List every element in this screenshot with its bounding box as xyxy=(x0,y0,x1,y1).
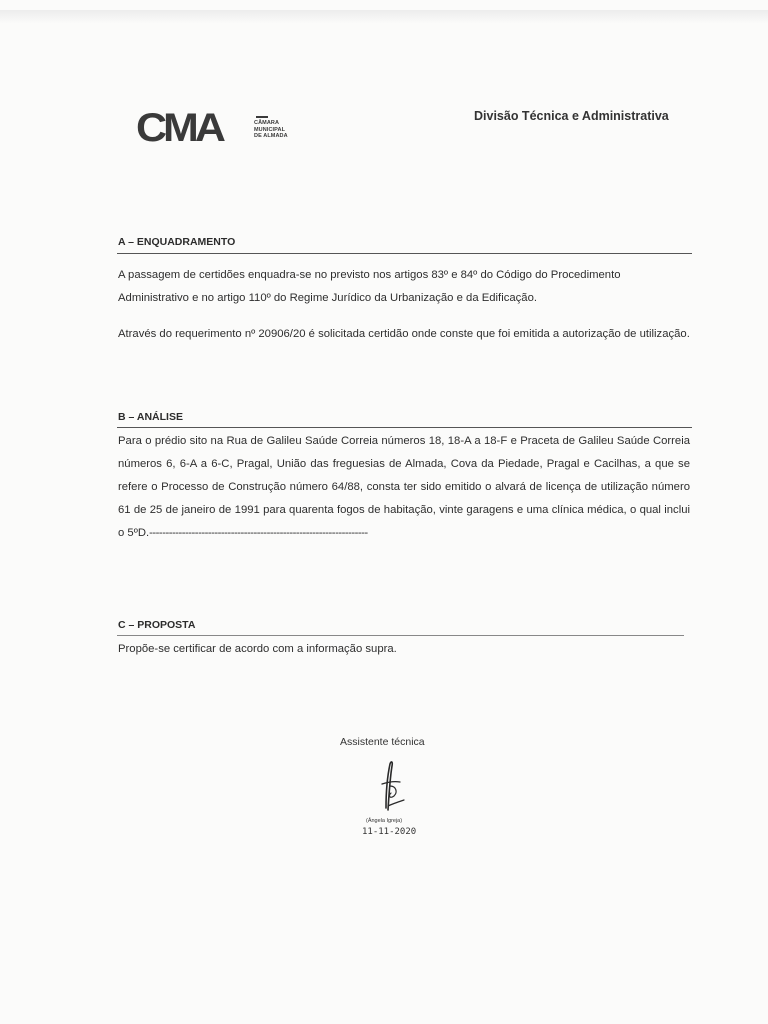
scan-edge-shadow xyxy=(0,10,768,24)
logo-subtitle xyxy=(254,120,314,140)
section-b-rule xyxy=(117,427,692,428)
section-b-heading: B – ANÁLISE xyxy=(118,411,183,423)
section-b-text: Para o prédio sito na Rua de Galileu Saúde Correia números 18, 18-A a 18-F e Praceta de Galileu Saúde Correia números 6, 6-A a 6-C, Pragal, União das freguesias de Almada, Cova da Piedade, Pragal e Cacilhas, a que se refere o Processo de Construção número 64/88, consta ter sido emitido o alvará de licença de utilização número 61 de 25 de janeiro de 1991 para quarenta fogos de habitação, vinte garagens e uma clínica médica, o qual inclui o 5ºD. xyxy=(118,435,690,539)
section-c-paragraph: Propõe-se certificar de acordo com a informação supra. xyxy=(118,643,397,655)
section-a-heading: A – ENQUADRAMENTO xyxy=(118,236,236,248)
section-b-paragraph xyxy=(118,430,690,545)
signatory-role: Assistente técnica xyxy=(340,736,425,748)
logo-subtitle-line-2: MUNICIPAL xyxy=(254,126,286,133)
signature-date: 11-11-2020 xyxy=(362,827,417,837)
section-a-paragraph-2: Através do requerimento nº 20906/20 é solicitada certidão onde conste que foi emitida a autorização de utilização. xyxy=(118,328,690,340)
handwritten-signature xyxy=(372,756,412,818)
section-a-paragraph-1: A passagem de certidões enquadra-se no previsto nos artigos 83º e 84º do Código do Procedimento Administrativo e no artigo 110º do Regime Jurídico da Urbanização e da Edificação. xyxy=(118,269,621,304)
section-a-rule xyxy=(117,253,692,254)
logo-subtitle-line-3: DE ALMADA xyxy=(254,133,288,139)
signatory-name: (Ângela Igreja) xyxy=(366,818,403,824)
section-c-heading: C – PROPOSTA xyxy=(118,619,196,631)
section-c-rule xyxy=(117,635,684,636)
cma-logo xyxy=(136,106,306,156)
logo-accent-dash xyxy=(256,116,268,118)
logo-mark: CMA xyxy=(136,106,222,151)
logo-subtitle-line-1: CÂMARA xyxy=(254,120,280,126)
section-b-trailing-dashes: ------------------------------------------------------------------- xyxy=(149,527,368,539)
division-title: Divisão Técnica e Administrativa xyxy=(474,109,669,123)
